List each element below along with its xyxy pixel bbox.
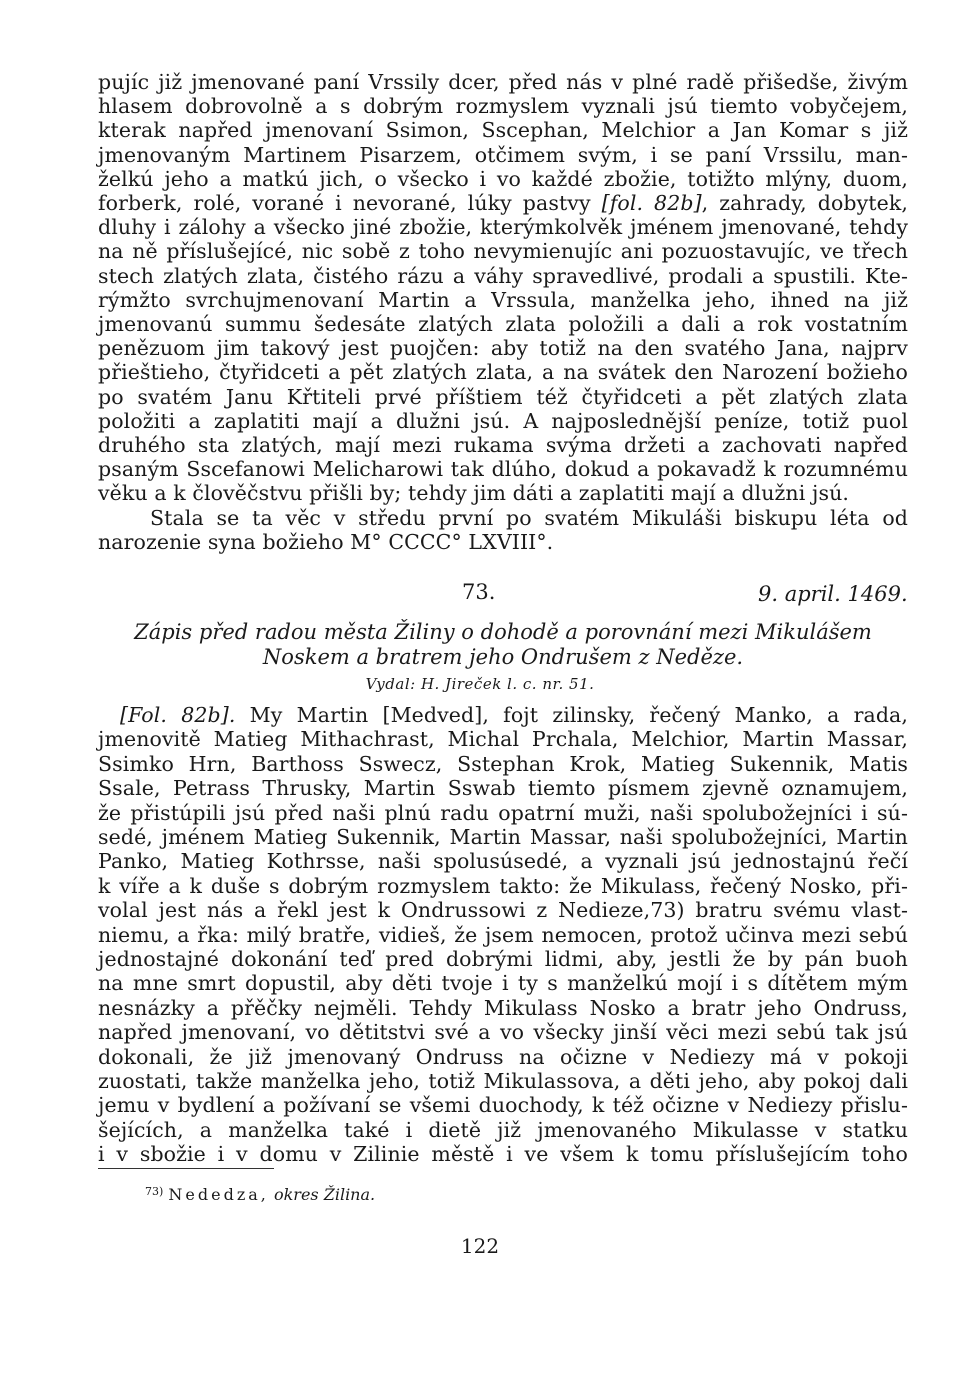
document-line: Panko, Matieg Kothrsse, naši spolusúsedé, a vyznali jsú jednostajnú řečí <box>98 849 908 874</box>
footnote <box>145 1185 375 1204</box>
body-line: dluhy i zálohy a všecko jiné zbožie, kterýmkolvěk jménem jmenované, tehdy <box>98 215 908 240</box>
folio-marker: [Fol. 82b]. <box>120 703 236 727</box>
body-line: Stala se ta věc v středu první po svatém Mikuláši biskupu léta od <box>150 505 908 530</box>
folio-marker: [fol. 82b] <box>601 191 702 215</box>
document-title-line-2: Noskem a bratrem jeho Ondrušem z Neděze. <box>262 645 744 669</box>
document-line: jmenovitě Matieg Mithachrast, Michal Prchala, Melchior, Martin Massar, <box>98 727 908 752</box>
body-line: položiti a zaplatiti mají a dlužni jsú. A najposlednější peníze, totiž puol <box>98 408 908 433</box>
document-line: sedé, jménem Matieg Sukennik, Martin Massar, naši spolubožejníci, Martin <box>98 825 908 849</box>
body-line: druhého sta zlatých, mají mezi rukama svýma držeti a zachovati napřed <box>98 433 908 457</box>
body-line: rýmžto svrchujmenovaní Martin a Vrssula, manželka jeho, ihned na již <box>98 287 908 312</box>
body-line: věku a k člověčstvu přišli by; tehdy jim dáti a zaplatiti mají a dlužni jsú. <box>98 481 849 506</box>
document-line <box>120 703 908 727</box>
body-line: kterak napřed jmenovaní Ssimon, Sscephan, Melchior a Jan Komar s již <box>98 118 908 143</box>
document-title-line-1: Zápis před radou města Žiliny o dohodě a porovnání mezi Mikulášem <box>134 620 872 644</box>
body-line: penězuom jim takový jest puojčen: aby totiž na den svatého Jana, najprv <box>98 336 908 361</box>
body-line-part: forberk, rolé, vorané i nevorané, lúky pastvy <box>98 191 602 215</box>
page-number: 122 <box>460 1234 500 1258</box>
body-line: jmenovaným Martinem Pisarzem, otčimem svým, i se paní Vrssilu, man- <box>98 142 908 167</box>
document-line: zuostati, takže manželka jeho, totiž Mikulassova, a děti jeho, aby pokoj dali <box>98 1069 908 1093</box>
footnote-text: okres Žilina. <box>273 1185 376 1204</box>
body-line: stech zlatých zlata, čistého rázu a váhy spravedlivé, prodali a spustili. Kte- <box>98 263 908 288</box>
body-line <box>98 191 908 215</box>
document-line: k víře a k duše s dobrým rozmyslem takto: že Mikulass, řečený Nosko, při- <box>98 873 908 898</box>
body-line: hlasem dobrovolně a s dobrým rozmyslem vyznali jsú tiemto vobyčejem, <box>98 94 908 119</box>
document-line: i v sbožie i v domu v Zilinie městě i ve všem k tomu příslušejícím toho <box>98 1142 908 1167</box>
body-line: po svatém Janu Křtiteli prvé příštiem též čtyřidceti a pět zlatých zlata <box>98 384 908 409</box>
document-line: Ssale, Petrass Thrusky, Martin Sswab tiemto písmem zjevně oznamujem, <box>98 776 908 801</box>
edition-note: Vydal: H. Jireček l. c. nr. 51. <box>365 675 595 693</box>
document-line: šejících, a manželka také i dietě již jmenovaného Mikulasse v statku <box>98 1117 908 1142</box>
footnote-divider <box>98 1168 274 1169</box>
document-line: nesnázky a přěčky nejměli. Tehdy Mikulass Nosko a bratr jeho Ondruss, <box>98 995 908 1020</box>
document-date: 9. april. 1469. <box>758 582 908 606</box>
footnote-mark: 73) <box>145 1185 164 1198</box>
document-line: že přistúpili jsú před naši plnú radu opatrní muži, naši spolubožejníci i sú- <box>98 800 908 825</box>
document-line: Ssimko Hrn, Barthoss Sswecz, Sstephan Krok, Matieg Sukennik, Matis <box>98 751 908 776</box>
document-number: 73. <box>462 580 496 604</box>
body-line: pujíc již jmenované paní Vrssily dcer, před nás v plné radě přišedše, živým <box>98 70 908 94</box>
document-line: volal jest nás a řekl jest k Ondrussowi z Nedieze,73) bratru svému vlast- <box>98 898 908 923</box>
document-header <box>0 580 960 610</box>
document-line: dokonali, že již jmenovaný Ondruss na očizne v Nediezy má v pokoji <box>98 1044 908 1069</box>
document-line: jemu v bydlení a požívaní se všemi duochody, k též očizne v Nediezy přislu- <box>98 1093 908 1118</box>
body-line: na ně příslušejícé, nic sobě z toho nevymienujíc ani pozuostavujíc, ve třech <box>98 239 908 264</box>
document-line: na mne smrt dopustil, aby děti tvoje i ty s manželkú mojí i s dítětem mým <box>98 971 908 996</box>
body-line: želkú jeho a matkú jich, o všecko i vo každé zbožie, totižto mlýny, duom, <box>98 166 908 191</box>
document-line-text: My Martin [Medved], fojt zilinsky, řečený Manko, a rada, <box>249 703 908 727</box>
body-line: psaným Sscefanowi Melicharowi tak dlúho, dokud a pokavadž k rozumnému <box>98 457 908 482</box>
footnote-place: Nededza, <box>168 1185 269 1204</box>
document-line: niemu, a řka: milý bratře, vidieš, že jsem nemocen, protož učinva mezi sebú <box>98 922 908 947</box>
body-line: jmenovanú summu šedesáte zlatých zlata položili a dali a rok vostatním <box>98 312 908 336</box>
body-line-part: , zahrady, dobytek, <box>701 191 909 215</box>
document-line: jednostajné dokonání teď pred dobrými lidmi, aby, jestli že by pán buoh <box>98 947 908 971</box>
document-line: napřed jmenovaní, vo dětitstvi své a vo všecky jinší věci mezi sebú tak jsú <box>98 1020 908 1045</box>
body-line: narozenie syna božieho M° CCCC° LXVIII°. <box>98 529 554 554</box>
body-line: přieštieho, čtyřidceti a pět zlatých zlata, a na svátek den Narození božieho <box>98 360 908 385</box>
